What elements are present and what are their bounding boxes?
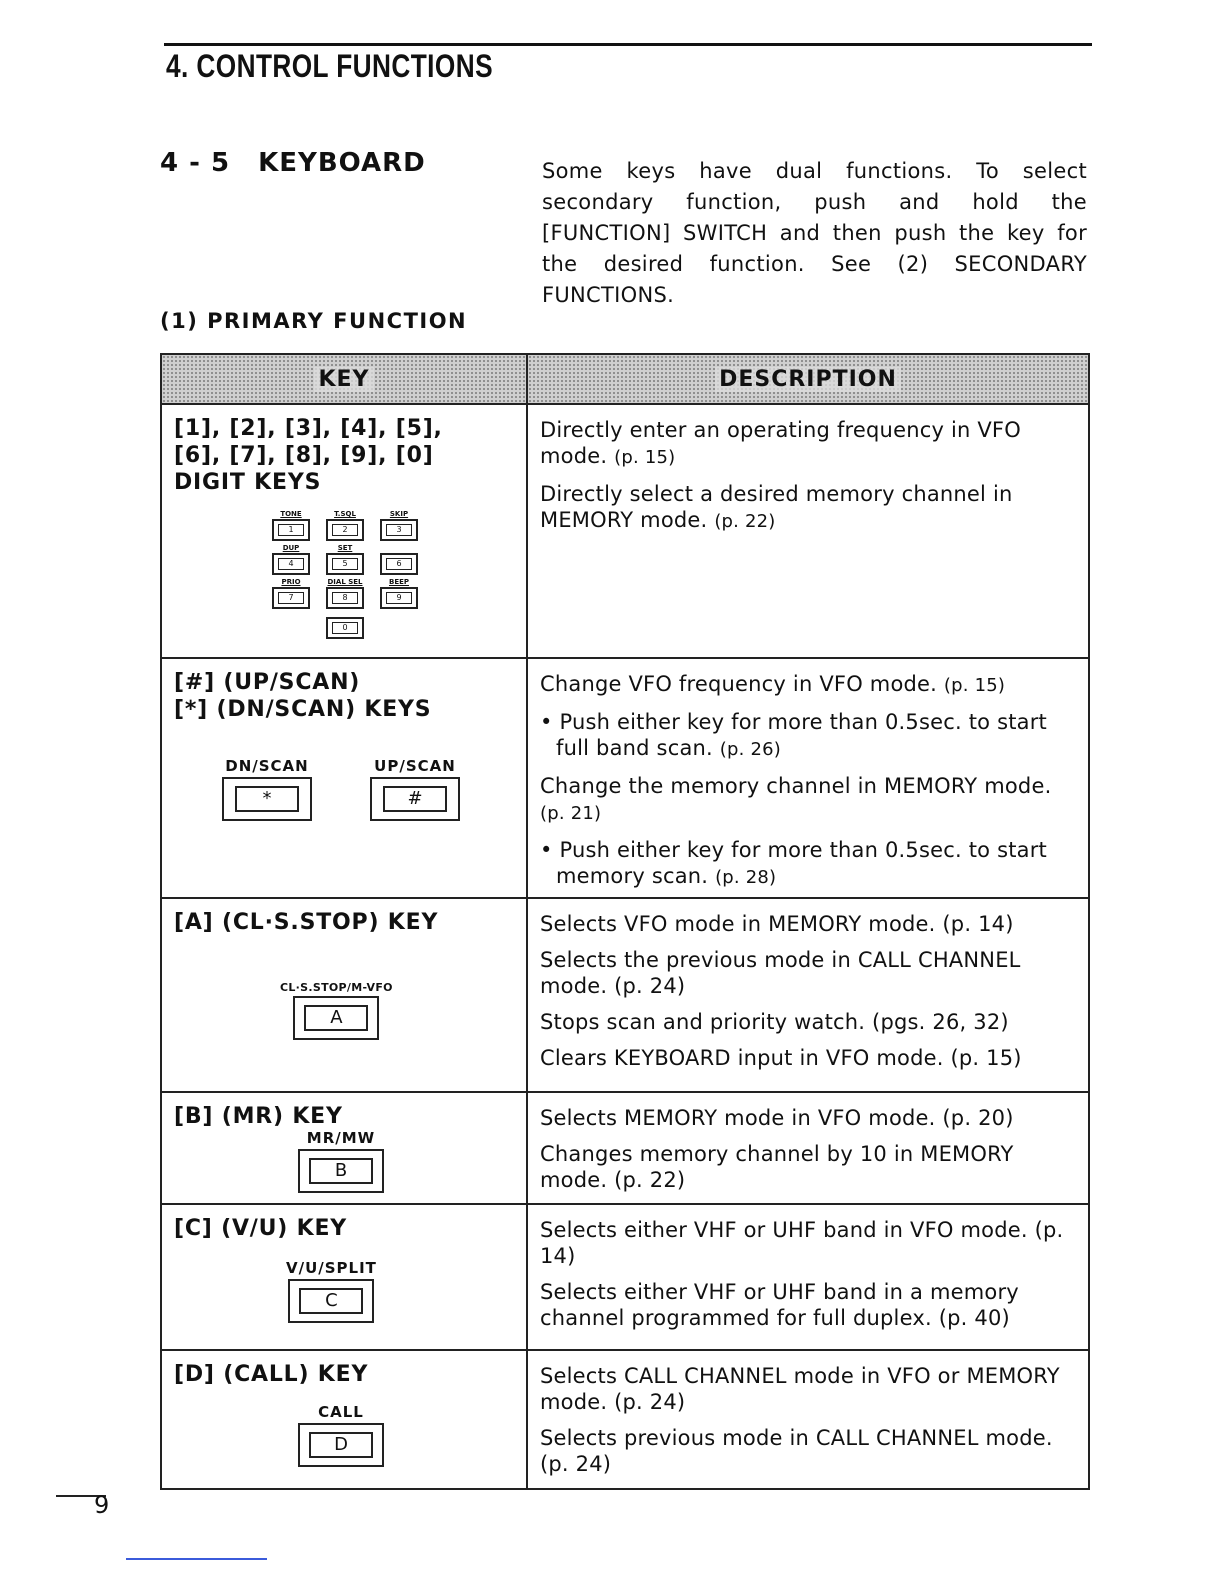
keypad-key-0: 0 — [326, 617, 364, 639]
description-paragraph: Selects CALL CHANNEL mode in VFO or MEMORY mode. (p. 24) — [540, 1364, 1060, 1414]
description-cell — [528, 899, 1088, 1091]
page-reference: (p. 40) — [938, 1306, 1010, 1330]
key-title-line: [6], [7], [8], [9], [0] — [174, 443, 434, 468]
description-paragraph: Selects MEMORY mode in VFO mode. (p. 20) — [540, 1106, 1014, 1130]
keypad-label: BEEP — [388, 578, 410, 586]
keypad-label: SET — [337, 544, 353, 552]
dn-scan-key-illustration: DN/SCAN * — [222, 757, 312, 821]
header-description-label: DESCRIPTION — [715, 367, 901, 392]
keypad-key-4: 4 — [272, 553, 310, 575]
key-cell-a-key — [162, 899, 528, 1091]
page-reference: (p. 24) — [614, 1390, 686, 1414]
key-title-line: DIGIT KEYS — [174, 470, 322, 495]
page-reference: (p. 15) — [950, 1046, 1022, 1070]
table-row — [162, 403, 1088, 657]
keypad-label: SKIP — [389, 510, 409, 518]
description-cell — [528, 405, 1088, 657]
description-paragraph: Selects either VHF or UHF band in a memory channel programmed for full duplex. (p. 40) — [540, 1280, 1019, 1330]
section-title: KEYBOARD — [258, 148, 426, 178]
key-title-line: [#] (UP/SCAN) — [174, 670, 361, 695]
header-description-cell — [528, 355, 1088, 403]
page-reference: (p. 28) — [715, 867, 777, 888]
header-key-cell — [162, 355, 528, 403]
header-rule — [164, 43, 1092, 46]
page-reference: (p. 26) — [719, 739, 782, 760]
description-paragraph: Selects previous mode in CALL CHANNEL mode. (p. 24) — [540, 1426, 1053, 1476]
description-bullet: • Push either key for more than 0.5sec. to start full band scan. (p. 26) — [540, 710, 1047, 760]
page-number: 9 — [94, 1491, 110, 1519]
header-key-label: KEY — [314, 367, 373, 392]
subsection-title: (1) PRIMARY FUNCTION — [160, 309, 468, 333]
description-paragraph: Selects the previous mode in CALL CHANNEL mode. (p. 24) — [540, 948, 1021, 998]
page-reference: (p. 24) — [540, 1452, 612, 1476]
section-number: 4 - 5 — [160, 148, 231, 178]
key-title-line: [*] (DN/SCAN) KEYS — [174, 697, 432, 722]
description-paragraph: Directly enter an operating frequency in VFO mode. (p. 15) — [540, 418, 1021, 468]
description-cell — [528, 1205, 1088, 1349]
key-title-line: [C] (V/U) KEY — [174, 1216, 348, 1241]
description-paragraph: Change the memory channel in MEMORY mode. (p. 21) — [540, 774, 1052, 824]
table-row — [162, 1349, 1088, 1488]
keypad-key-3: 3 — [380, 519, 418, 541]
c-key-illustration: V/U/SPLIT C — [286, 1259, 377, 1323]
table-row — [162, 897, 1088, 1091]
table-row — [162, 1091, 1088, 1203]
key-title-line: [B] (MR) KEY — [174, 1104, 343, 1129]
description-paragraph: Directly select a desired memory channel in MEMORY mode. (p. 22) — [540, 482, 1013, 532]
keypad-label: TONE — [280, 510, 302, 518]
key-cell-b-key — [162, 1093, 528, 1203]
key-title-line: [A] (CL·S.STOP) KEY — [174, 910, 439, 935]
key-cell-c-key — [162, 1205, 528, 1349]
description-paragraph: Changes memory channel by 10 in MEMORY mode. (p. 22) — [540, 1142, 1014, 1192]
keypad-label: PRIO — [281, 578, 301, 586]
page-reference: (p. 22) — [714, 511, 776, 532]
keypad-label — [378, 543, 420, 553]
table-row — [162, 657, 1088, 897]
keypad-label: DIAL SEL — [327, 578, 363, 586]
keypad-key-2: 2 — [326, 519, 364, 541]
key-cell-d-key — [162, 1351, 528, 1488]
keypad-key-5: 5 — [326, 553, 364, 575]
up-scan-key-illustration: UP/SCAN # — [370, 757, 460, 821]
keypad-key-9: 9 — [380, 587, 418, 609]
keypad-label: DUP — [282, 544, 300, 552]
description-cell — [528, 1351, 1088, 1488]
keypad-key-7: 7 — [272, 587, 310, 609]
page-reference: (p. 15) — [614, 447, 676, 468]
table-row — [162, 1203, 1088, 1349]
section-heading — [160, 148, 426, 178]
keypad-key-6: 6 — [380, 553, 418, 575]
a-key-illustration: CL·S.STOP/M-VFO A — [280, 981, 393, 1040]
chapter-title: 4. CONTROL FUNCTIONS — [166, 48, 493, 84]
keypad-label: T.SQL — [334, 510, 356, 518]
description-paragraph: Selects either VHF or UHF band in VFO mode. (p. 14) — [540, 1218, 1064, 1268]
intro-paragraph: Some keys have dual functions. To select secondary function, push and hold the [FUNCTION] SWITCH and then push the key for the desired function. See (2) SECONDARY FUNCTIONS. — [542, 159, 1087, 307]
page-reference: (p. 21) — [540, 803, 602, 824]
description-paragraph: Selects VFO mode in MEMORY mode. (p. 14) — [540, 912, 1014, 936]
description-cell — [528, 659, 1088, 897]
key-title-line: [D] (CALL) KEY — [174, 1362, 369, 1387]
b-key-illustration: MR/MW B — [298, 1129, 384, 1193]
page-reference: (p. 15) — [943, 675, 1006, 696]
page-reference: (p. 14) — [540, 1218, 1064, 1268]
description-cell — [528, 1093, 1088, 1203]
description-paragraph: Clears KEYBOARD input in VFO mode. (p. 15) — [540, 1046, 1022, 1070]
key-title-line: [1], [2], [3], [4], [5], — [174, 416, 443, 441]
page-reference: (p. 24) — [614, 974, 686, 998]
page-reference: (p. 20) — [942, 1106, 1014, 1130]
description-paragraph: Stops scan and priority watch. (pgs. 26, 32) — [540, 1010, 1009, 1034]
digit-keypad-illustration — [270, 509, 420, 639]
description-bullet: • Push either key for more than 0.5sec. to start memory scan. (p. 28) — [540, 838, 1047, 888]
description-paragraph: Change VFO frequency in VFO mode. (p. 15) — [540, 672, 1006, 696]
d-key-illustration: CALL D — [298, 1403, 384, 1467]
page-reference: (p. 22) — [614, 1168, 686, 1192]
keypad-key-1: 1 — [272, 519, 310, 541]
table-header-row — [162, 355, 1088, 403]
key-cell-scan-keys — [162, 659, 528, 897]
key-cell-digit-keys — [162, 405, 528, 657]
keypad-key-8: 8 — [326, 587, 364, 609]
key-function-table — [160, 353, 1090, 1490]
page-reference: (p. 14) — [942, 912, 1014, 936]
page-reference: (pgs. 26, 32) — [872, 1010, 1009, 1034]
footer-link-underline — [126, 1558, 267, 1560]
